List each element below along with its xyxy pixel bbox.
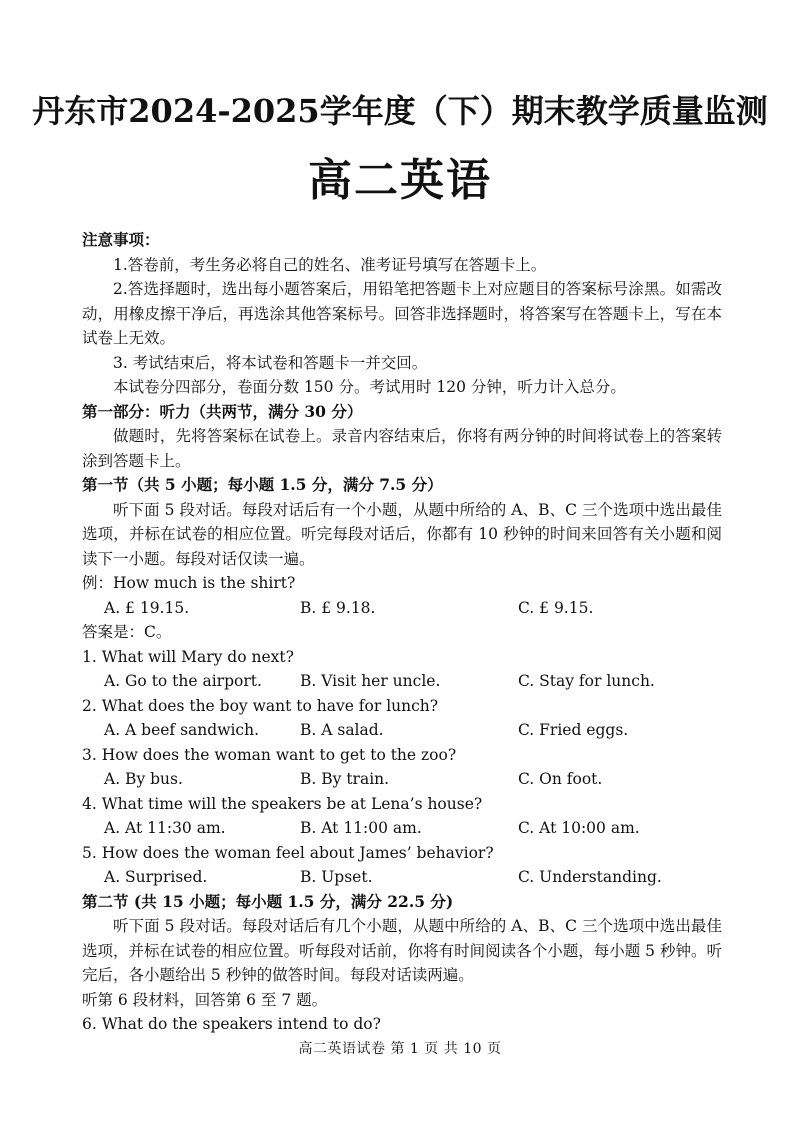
notice-item-4: 本试卷分四部分，卷面分数 150 分。考试用时 120 分钟，听力计入总分。 (113, 378, 626, 396)
q5-option-b: B. Upset. (300, 868, 373, 886)
section2-instruction: 听下面 5 段对话。每段对话后有几个小题，从题中所给的 A、B、C 三个选项中选出最佳选项，并标在试卷的相应位置。听每段对话前，你将有时间阅读各个小题，每小题 5 秒钟。听完后，各小题给出 5 秒钟的做答时间。每段对话读两遍。 (82, 917, 722, 984)
q2-option-b: B. A salad. (300, 721, 384, 739)
section1-instruction: 听下面 5 段对话。每段对话后有一个小题，从题中所给的 A、B、C 三个选项中选出最佳选项，并标在试卷的相应位置。听完每段对话后，你都有 10 秒钟的时间来回答有关小题和阅读下一小题。每段对话仅读一遍。 (82, 500, 722, 568)
exam-title: 丹东市2024-2025学年度（下）期末教学质量监测 (32, 92, 768, 130)
question-3: 3. How does the woman want to get to the zoo? (82, 745, 457, 764)
notice-item-2: 2.答选择题时，选出每小题答案后，用铅笔把答题卡上对应题目的答案标号涂黑。如需改动，用橡皮擦干净后，再选涂其他答案标号。回答非选择题时，将答案写在答题卡上，写在本试卷上无效。 (82, 280, 722, 347)
q3-option-c: C. On foot. (518, 770, 603, 788)
q1-option-b: B. Visit her uncle. (300, 672, 441, 690)
q5-option-a: A. Surprised. (104, 868, 208, 886)
q1-option-c: C. Stay for lunch. (518, 672, 655, 690)
question-5: 5. How does the woman feel about James’ behavior? (82, 843, 494, 862)
section2-heading: 第二节 (共 15 小题；每小题 1.5 分，满分 22.5 分) (82, 891, 454, 911)
page-footer: 高二英语试卷 第 1 页 共 10 页 (298, 1041, 502, 1057)
q3-option-a: A. By bus. (104, 770, 183, 788)
q5-option-c: C. Understanding. (518, 868, 662, 886)
part1-heading: 第一部分：听力（共两节，满分 30 分） (82, 401, 363, 421)
part1-instruction: 做题时，先将答案标在试卷上。录音内容结束后，你将有两分钟的时间将试卷上的答案转涂到答题卡上。 (82, 427, 722, 470)
question-2-options (82, 718, 722, 743)
notice-item-1: 1.答卷前，考生务必将自己的姓名、准考证号填写在答题卡上。 (113, 255, 547, 274)
question-5-options (82, 865, 722, 890)
question-2: 2. What does the boy want to have for lunch? (82, 696, 439, 715)
exam-body (82, 228, 722, 1037)
material-6-note: 听第 6 段材料，回答第 6 至 7 题。 (82, 990, 328, 1009)
example-answer: 答案是：C。 (82, 623, 172, 641)
q4-option-c: C. At 10:00 am. (518, 819, 640, 837)
q2-option-a: A. A beef sandwich. (104, 721, 260, 739)
example-question: 例：How much is the shirt? (82, 574, 296, 592)
example-options (82, 596, 722, 621)
example-option-a: A. £ 19.15. (104, 598, 190, 617)
section1-heading: 第一节（共 5 小题；每小题 1.5 分，满分 7.5 分） (82, 475, 443, 494)
question-4-options (82, 816, 722, 841)
question-1: 1. What will Mary do next? (82, 647, 294, 666)
q2-option-c: C. Fried eggs. (518, 721, 629, 739)
question-1-options (82, 669, 722, 694)
notice-item-3: 3. 考试结束后，将本试卷和答题卡一并交回。 (113, 353, 428, 372)
q4-option-b: B. At 11:00 am. (300, 819, 422, 837)
example-option-b: B. £ 9.18. (300, 598, 376, 617)
q1-option-a: A. Go to the airport. (104, 672, 262, 690)
example-option-c: C. £ 9.15. (518, 598, 594, 617)
q4-option-a: A. At 11:30 am. (104, 819, 226, 837)
exam-subject: 高二英语 (308, 155, 492, 206)
question-6: 6. What do the speakers intend to do? (82, 1015, 381, 1033)
question-3-options (82, 767, 722, 792)
q3-option-b: B. By train. (300, 770, 390, 788)
question-4: 4. What time will the speakers be at Lena’s house? (82, 794, 483, 813)
notice-heading: 注意事项： (82, 230, 160, 249)
